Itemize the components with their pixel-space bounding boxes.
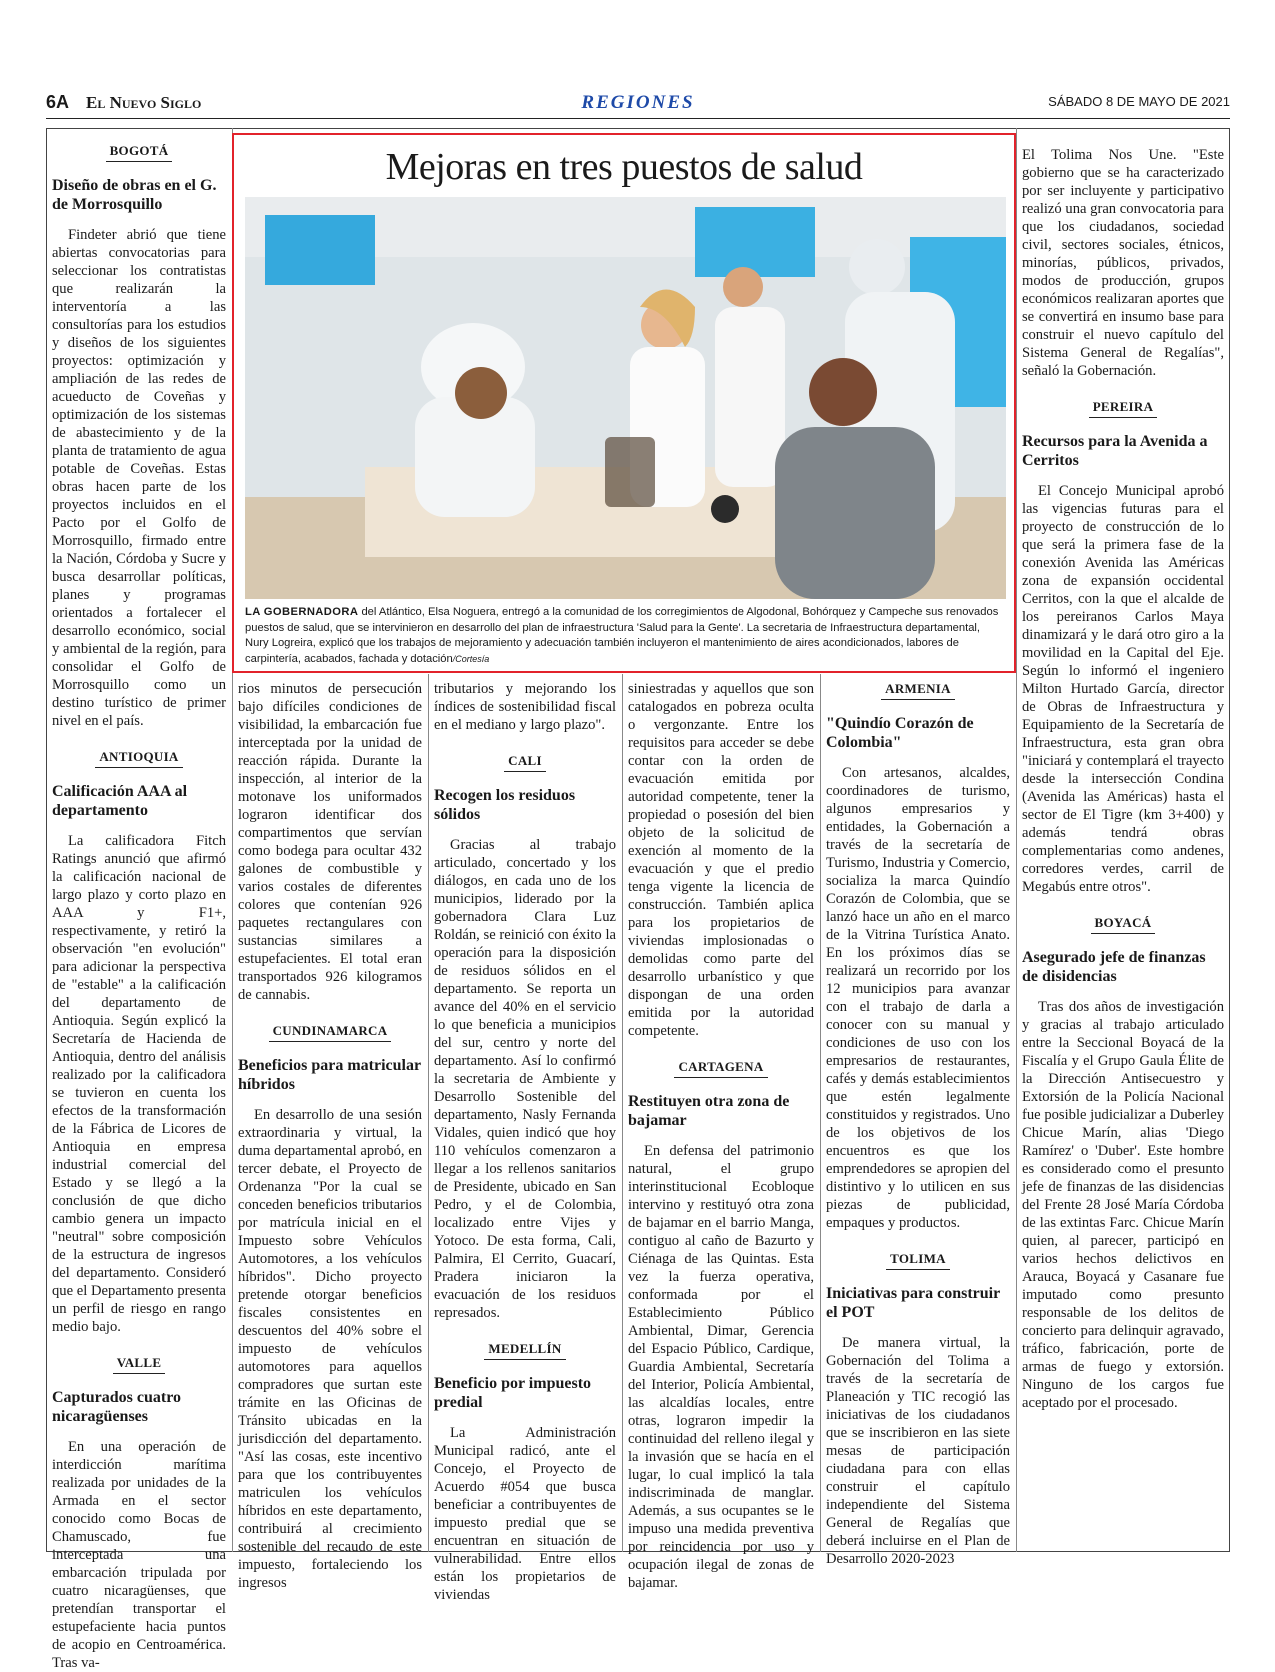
headline-bogota: Diseño de obras en el G. de Morrosquillo — [52, 177, 217, 213]
column-4 — [628, 680, 814, 1592]
article-body-antioquia: La calificadora Fitch Ratings anunció que afirmó la calificación nacional de largo plazo y corto plazo en AAA y F1+, respectivamente, y retiró la observación "en evolución" para adicionar la perspectiva de "estable" a la calificación del departamento de Antioquia. Según explicó la Secretaría de Hacienda de Antioquia, dentro del análisis realizado por la calificadora se tuvieron en cuenta los efectos de la transformación de la Fábrica de Licores de Antioquia en empresa industrial comercial del Estado y se llegó a la conclusión de que dicho cambio genera un impacto "neutral" sobre composición de la estructura de ingresos del departamento. Consideró que el Departamento presenta un perfil de riesgo en rango medio bajo. — [52, 833, 226, 1335]
headline-pereira: Recursos para la Avenida a Cerritos — [1022, 433, 1208, 469]
feature-photo — [245, 197, 1006, 599]
region-label-armenia: ARMENIA — [826, 680, 1010, 700]
column-rule-2 — [428, 674, 429, 1552]
headline-armenia: "Quindío Corazón de Colombia" — [826, 715, 974, 751]
headline-valle: Capturados cuatro nicaragüenses — [52, 1389, 182, 1425]
wall-cabinet-left — [265, 215, 375, 285]
column-2 — [238, 680, 422, 1592]
article-body-armenia: Con artesanos, alcaldes, coordinadores de turismo, algunos empresarios y entidades, la Gobernación a través de la secretaría de Turismo, Industria y Comercio, socializa la marca Quindío Corazón de Colombia, que se lanzó hace un año en el marco de la Vitrina Turística Anato. En los próximos días se realizará un recorrido por los 12 municipios para avanzar con el trabajo de darla a conocer con su manual y condiciones de uso con los empresarios de restaurantes, cafés y demás establecimientos que estén legalmente constituidos y registrados. Uno de los objetivos de los encuentros es que los emprendedores se apropien del distintivo y lo utilicen en sus piezas de publicidad, empaques y productos. — [826, 765, 1010, 1231]
column-5 — [826, 680, 1010, 1568]
region-label-valle: VALLE — [52, 1354, 226, 1374]
column-6 — [1022, 146, 1224, 1412]
section-name: REGIONES — [581, 92, 695, 113]
headline-cartagena: Restituyen otra zona de bajamar — [628, 1093, 790, 1129]
photo-caption — [245, 605, 1006, 667]
page-number: 6A — [46, 92, 70, 112]
article-continuation-tolima: El Tolima Nos Une. "Este gobierno que se ha caracterizado por ser incluyente y participativo realizó una gran convocatoria para que los ciudadanos, sociedad civil, sectores sociales, étnicos, minorías, públicos, privados, modos de producción, grupos económicos realizaran aportes que se convertirá en insumo base para construir el nuevo capítulo del Sistema General de Regalías", señaló la Gobernación. — [1022, 147, 1224, 379]
region-label-pereira: PEREIRA — [1022, 398, 1224, 418]
article-body-boyaca: Tras dos años de investigación y gracias al trabajo articulado entre la Seccional Boyacá de la Fiscalía y el Grupo Gaula Élite de la Dirección Antisecuestro y Extorsión de la Policía Nacional fue posible judicializar a Duberley Chicue Marín, alias 'Diego Ramírez' o 'Duber'. Este hombre es considerado como el presunto jefe de finanzas de las disidencias del Frente 28 José María Córdoba de las extintas Farc. Chicue Marín quien, al parecer, participó en varios hechos delictivos en Arauca, Boyacá y Casanare fue imputado como presunto responsable de los delitos de concierto para delinquir agravado, tráfico, fabricación, porte de armas de fuego y extorsión. Ninguno de los cargos fue aceptado por el procesado. — [1022, 999, 1224, 1411]
article-body-cali: Gracias al trabajo articulado, concertado y los diálogos, en cada uno de los municipios, liderado por la gobernadora Clara Luz Roldán, se reinició con éxito la operación para la disposición de residuos sólidos en el departamento. Se reporta un avance del 40% en el servicio lo que beneficia a municipios del sur, centro y norte del departamento. Así lo confirmó la secretaria de Ambiente y Desarrollo Sostenible del departamento, Nasly Fernanda Vidales, quien indicó que hoy 110 vehículos comenzaron a llegar a los rellenos sanitarios de Presidente, ubicado en San Pedro, y el de Colombia, localizado entre Vijes y Yotoco. De esta forma, Cali, Palmira, El Cerrito, Guacarí, Pradera iniciaron la evacuación de los residuos represados. — [434, 837, 616, 1321]
region-label-cali: CALI — [434, 752, 616, 772]
column-rule-3 — [622, 674, 623, 1552]
caption-lead: LA GOBERNADORA — [245, 606, 359, 618]
photo-credit: /Cortesía — [452, 653, 490, 664]
headline-boyaca: Asegurado jefe de finanzas de disidencias — [1022, 949, 1206, 985]
region-label-antioquia: ANTIOQUIA — [52, 748, 226, 768]
region-label-tolima: TOLIMA — [826, 1250, 1010, 1270]
article-body-tolima: De manera virtual, la Gobernación del Tolima a través de la secretaría de Planeación y TIC recogió las iniciativas de los ciudadanos que se inscribieron en las siete mesas de participación ciudadana para con ellas construir el capítulo independiente del Sistema General de Regalías que deberá incluirse en el Plan de Desarrollo 2020-2023 — [826, 1335, 1010, 1567]
patient — [775, 427, 935, 599]
nurse-right-cap — [849, 239, 905, 295]
patient-head — [809, 358, 877, 426]
region-label-cartagena: CARTAGENA — [628, 1058, 814, 1078]
column-1 — [52, 136, 226, 1672]
region-label-cundinamarca: CUNDINAMARCA — [238, 1022, 422, 1042]
region-label-medellin: MEDELLÍN — [434, 1340, 616, 1360]
column-rule-4 — [820, 674, 821, 1552]
issue-date: SÁBADO 8 DE MAYO DE 2021 — [1048, 94, 1230, 109]
headline-medellin: Beneficio por impuesto predial — [434, 1375, 592, 1411]
newspaper-name: El Nuevo Siglo — [86, 93, 202, 112]
headline-cali: Recogen los residuos sólidos — [434, 787, 576, 823]
region-label-bogota: BOGOTÁ — [52, 142, 226, 162]
wall-cabinet-center — [695, 207, 815, 277]
article-continuation-cundinamarca: tributarios y mejorando los índices de sostenibilidad fiscal en el mediano y largo plazo". — [434, 681, 616, 733]
column-3 — [434, 680, 616, 1604]
masthead — [46, 92, 1230, 114]
masthead-rule — [46, 118, 1230, 119]
health-center-photo — [245, 197, 1006, 599]
feature-story — [232, 133, 1016, 673]
article-body-valle: En una operación de interdicción marítima realizada por unidades de la Armada en el sector conocido como Bocas de Chamuscado, fue interceptada una embarcación tripulada por cuatro nicaragüenses, que pretendían transportar el estupefaciente hacia puntos de acopio en Centroamérica. Tras va- — [52, 1439, 226, 1671]
article-body-cundinamarca: En desarrollo de una sesión extraordinaria y virtual, la duma departamental aprobó, en tercer debate, el Proyecto de Ordenanza "Por la cual se conceden beneficios tributarios por matrícula inicial en el Impuesto sobre Vehículos Automotores, a los vehículos híbridos". Dicho proyecto pretende otorgar beneficios fiscales consistentes en descuentos del 40% sobre el impuesto de vehículos automotores para aquellos compradores que surtan este trámite en las Oficinas de Tránsito ubicadas en la jurisdicción del departamento. "Así las cosas, este incentivo para que los contribuyentes matriculen los vehículos híbridos en este departamento, contribuirá al crecimiento sostenible del recaudo de este impuesto, fortaleciendo los ingresos — [238, 1107, 422, 1591]
article-body-bogota: Findeter abrió que tiene abiertas convocatorias para seleccionar los contratistas que realizarán la interventoría a las consultorías para los estudios y diseños de los siguientes proyectos: optimización y ampliación de las redes de acueducto de Coveñas y optimización de los sistemas de abastecimiento y de la planta de tratamiento de agua potable de Coveñas. Estas obras hacen parte de los proyectos incluidos en el Pacto por el Golfo de Morrosquillo, firmado entre la Nación, Córdoba y Sucre y busca desarrollar políticas, planes y programas orientados a fortalecer el desarrollo económico, social y ambiental de la región, para consolidar el Golfo de Morrosquillo como un destino turístico de primer nivel en el país. — [52, 227, 226, 729]
column-rule-5 — [1016, 128, 1017, 1552]
article-body-cartagena: En defensa del patrimonio natural, el grupo interinstitucional Ecobloque intervino y restituyó otra zona de bajamar en el barrio Manga, contiguo al caño de Bazurto y Ciénaga de las Quintas. Esta vez la fuerza operativa, conformada por el Establecimiento Público Ambiental, Dimar, Gerencia del Espacio Público, Cardique, Guardia Ambiental, Secretaría del Interior, Policía Ambiental, las alcaldías locales, entre otras, lograron impedir la continuidad del relleno ilegal y la invasión que se hacía en el lugar, lo cual implicó la tala indiscriminada de manglar. Además, a sus ocupantes se le impuso una medida preventiva por reincidencia por uso y ocupación ilegal de zonas de bajamar. — [628, 1143, 814, 1591]
article-continuation-medellin: siniestradas y aquellos que son catalogados en pobreza oculta o vergonzante. Entre los requisitos para acceder se debe contar con la orden de evacuación emitida por autoridad competente, tener la propiedad o posesión del bien objeto de la solicitud de exención al momento de la evacuación y que el predio tenga vigente la licencia de construcción. También aplica para los propietarios de viviendas implosionadas o demolidas como parte del desarrollo urbanístico y que dispongan de una orden emitida por la autoridad competente. — [628, 681, 814, 1039]
caption-body: del Atlántico, Elsa Noguera, entregó a la comunidad de los corregimientos de Algodonal, Bohórquez y Campeche sus renovados puestos de salud, que se intervinieron en desarrollo del plan de infraestructura 'Salud para la Gente'. La secretaria de Infraestructura departamental, Nury Logreira, explicó que los trabajos de mejoramiento y adecuación también incluyeron el mantenimiento de aires acondicionados, labores de carpintería, acabados, fachada y dotación — [245, 606, 999, 665]
feature-headline: Mejoras en tres puestos de salud — [385, 146, 863, 188]
headline-tolima: Iniciativas para construir el POT — [826, 1285, 1000, 1321]
headline-antioquia: Calificación AAA al departamento — [52, 783, 188, 819]
crutch — [605, 437, 655, 507]
article-body-medellin: La Administración Municipal radicó, ante el Concejo, el Proyecto de Acuerdo #054 que busca beneficiar a contribuyentes de impuesto predial que se encuentran en situación de vulnerabilidad. Entre ellos están los propietarios de viviendas — [434, 1425, 616, 1603]
region-label-boyaca: BOYACÁ — [1022, 914, 1224, 934]
blood-pressure-cuff — [711, 495, 739, 523]
article-continuation-valle: rios minutos de persecución bajo difíciles condiciones de visibilidad, la embarcación fue interceptada por la unidad de reacción rápida. Durante la inspección, al interior de la motonave los uniformados lograron identificar dos compartimentos que servían como bodega para ocultar 432 galones de combustible y varios costales de diferentes colores que contenían 926 paquetes rectangulares con sustancias similares a estupefacientes. El total eran transportados 926 kilogramos de cannabis. — [238, 681, 422, 1003]
headline-cundinamarca: Beneficios para matricular híbridos — [238, 1057, 421, 1093]
article-body-pereira: El Concejo Municipal aprobó las vigencias futuras para el proyecto de construcción de lo que será la primera fase de la conexión Avenida las Américas zona de expansión occidental Cerritos, con la que el alcalde de los pereiranos Carlos Maya dinamizará y le dará otro giro a la movilidad en la Capital del Eje. Según lo informó el ingeniero Milton Hurtado García, director de Obras de Infraestructura y Equipamiento de la Secretaría de Infraestructura, esta gran obra "iniciará y contemplará el trayecto desde la intersección Condina (Avenida las Américas) hasta el sector de El Tigre (km 3+400) y además tendrá obras complementarias como andenes, corredores verdes, carril de Megabús entre otros". — [1022, 483, 1224, 895]
